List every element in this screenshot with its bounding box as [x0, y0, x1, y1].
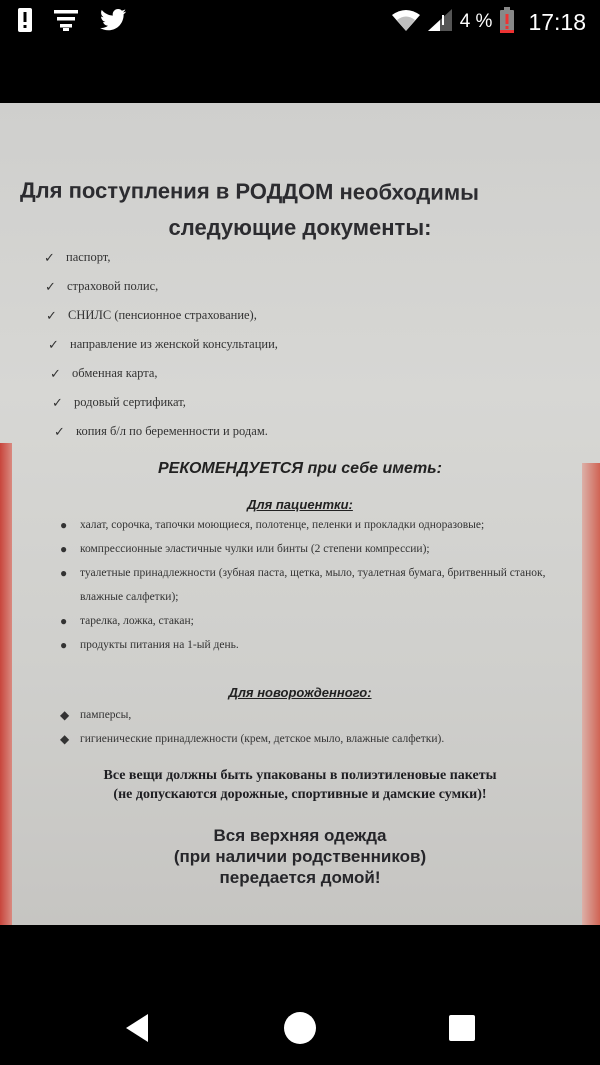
outerwear-note: [0, 825, 600, 888]
status-bar-right: [392, 8, 586, 36]
checkmark-icon: ✓: [45, 278, 56, 294]
notification-alert-icon: [18, 8, 32, 37]
outerwear-line2: (при наличии родственников): [173, 847, 427, 866]
status-bar-left: [18, 8, 126, 36]
list-item: ● туалетные принадлежности (зубная паста, щетка, мыло, туалетная бумага, бритвенный станок, влажные салфетки);: [60, 561, 550, 609]
wifi-icon: [392, 9, 420, 36]
required-documents-list: [44, 243, 564, 446]
navigation-bar: [0, 990, 600, 1065]
list-item: ◆ памперсы,: [60, 703, 550, 727]
recents-icon[interactable]: [444, 1010, 480, 1046]
bullet-icon: ●: [60, 614, 68, 628]
notice-document: [0, 103, 600, 925]
photo-viewer[interactable]: [0, 103, 600, 925]
checkmark-icon: ✓: [50, 365, 61, 381]
list-item: ✓ родовый сертификат,: [52, 394, 186, 410]
list-item: ● продукты питания на 1-ый день.: [60, 633, 550, 657]
list-item: ● компрессионные эластичные чулки или бинты (2 степени компрессии);: [60, 537, 550, 561]
warning-line2: (не допускаются дорожные, спортивные и дамские сумки)!: [113, 787, 487, 802]
battery-percent: 4 %: [459, 11, 493, 32]
diamond-bullet-icon: ◆: [60, 708, 70, 722]
list-item: ● тарелка, ложка, стакан;: [60, 609, 550, 633]
list-item: ✓ копия б/л по беременности и родам.: [54, 423, 268, 439]
battery-low-icon: [500, 7, 514, 38]
diamond-bullet-icon: ◆: [60, 732, 70, 746]
twitter-icon: [100, 9, 126, 36]
list-item: ✓ паспорт,: [44, 249, 111, 265]
back-icon[interactable]: [118, 1010, 154, 1046]
menu-stack-icon: [54, 9, 78, 36]
checkmark-icon: ✓: [44, 249, 55, 265]
bullet-icon: ●: [60, 518, 68, 532]
notice-title-line1: Для поступления в РОДДОМ необходимы: [19, 177, 480, 205]
home-icon[interactable]: [282, 1010, 318, 1046]
list-item: ✓ направление из женской консультации,: [48, 336, 278, 352]
patient-items-list: [60, 513, 550, 657]
bullet-icon: ●: [60, 566, 68, 580]
notice-title-line2: следующие документы:: [168, 215, 432, 240]
outerwear-line3: передается домой!: [219, 868, 381, 887]
checkmark-icon: ✓: [48, 336, 59, 352]
list-item: ✓ страховой полис,: [45, 278, 159, 294]
warning-line1: Все вещи должны быть упакованы в полиэтиленовые пакеты: [103, 768, 497, 783]
list-item: ✓ обменная карта,: [50, 365, 158, 381]
patient-heading: Для пациентки:: [247, 497, 353, 512]
checkmark-icon: ✓: [46, 307, 57, 323]
recommend-heading: РЕКОМЕНДУЕТСЯ при себе иметь:: [157, 460, 443, 477]
bullet-icon: ●: [60, 542, 68, 556]
checkmark-icon: ✓: [52, 394, 63, 410]
list-item: ◆ гигиенические принадлежности (крем, детское мыло, влажные салфетки).: [60, 727, 550, 751]
status-bar: [0, 0, 600, 44]
list-item: ● халат, сорочка, тапочки моющиеся, полотенце, пеленки и прокладки одноразовые;: [60, 513, 550, 537]
newborn-items-list: [60, 703, 550, 751]
packing-warning: [0, 766, 600, 804]
outerwear-line1: Вся верхняя одежда: [213, 826, 387, 845]
signal-icon: [428, 9, 452, 36]
newborn-heading: Для новорожденного:: [228, 685, 372, 700]
bullet-icon: ●: [60, 638, 68, 652]
checkmark-icon: ✓: [54, 423, 65, 439]
list-item: ✓ СНИЛС (пенсионное страхование),: [46, 307, 257, 323]
clock: 17:18: [528, 8, 586, 35]
